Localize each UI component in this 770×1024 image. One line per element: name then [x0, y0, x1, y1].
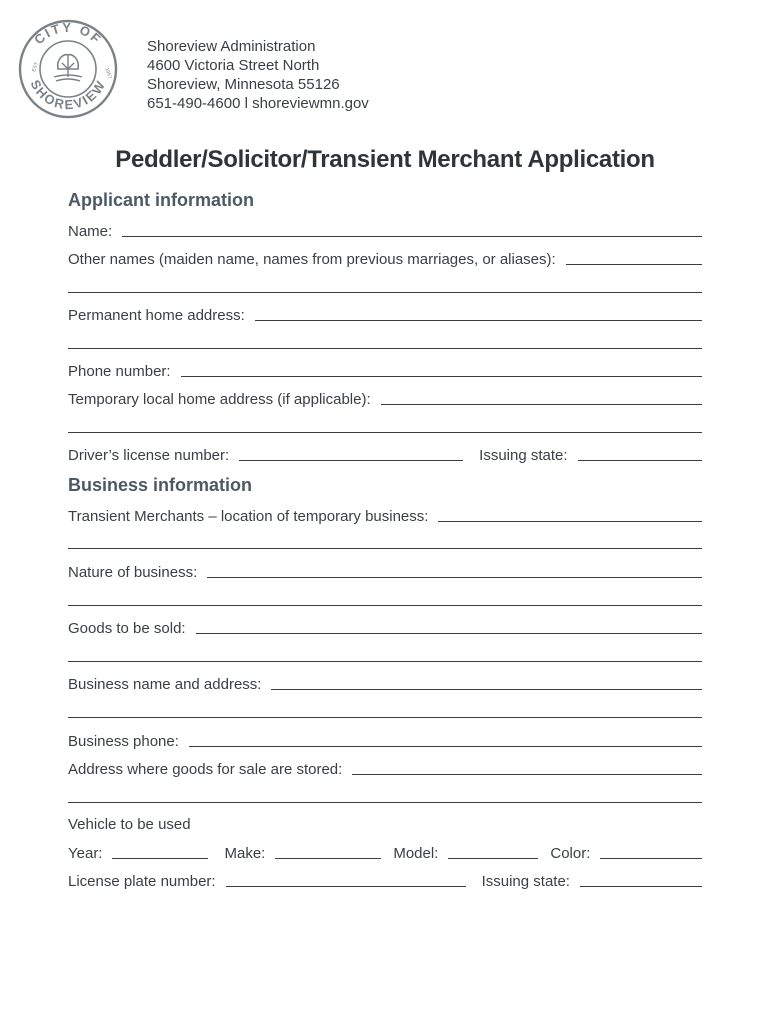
applicant-heading: Applicant information [68, 190, 254, 210]
business-name-row [68, 670, 702, 694]
goods-label: Goods to be sold: [68, 620, 186, 637]
year-field[interactable] [112, 857, 208, 859]
other-names-field[interactable] [566, 263, 702, 265]
transient-location-field[interactable] [438, 520, 702, 522]
drivers-license-label: Driver’s license number: [68, 447, 230, 464]
storage-address-label: Address where goods for sale are stored: [68, 761, 343, 778]
license-plate-field[interactable] [226, 885, 466, 887]
address-line: 651-490-4600 l shoreviewmn.gov [147, 95, 369, 112]
vehicle-issuing-state-field[interactable] [580, 885, 702, 887]
business-phone-row [68, 727, 702, 751]
business-heading: Business information [68, 475, 253, 495]
permanent-address-label: Permanent home address: [68, 307, 245, 324]
permanent-address-row [68, 301, 702, 325]
vehicle-issuing-state-label: Issuing state: [481, 873, 570, 890]
other-names-label: Other names (maiden name, names from previous marriages, or aliases): [68, 251, 556, 268]
address-line: 4600 Victoria Street North [147, 57, 320, 74]
name-field[interactable] [122, 235, 702, 237]
goods-field[interactable] [196, 632, 702, 634]
temp-address-row [68, 385, 702, 409]
business-phone-label: Business phone: [68, 733, 179, 750]
svg-text:1957: 1957 [103, 67, 113, 80]
permanent-address-field-line2[interactable] [68, 348, 702, 349]
phone-row [68, 357, 702, 381]
temp-address-label: Temporary local home address (if applicable): [68, 391, 371, 408]
model-field[interactable] [448, 857, 538, 859]
address-line: Shoreview, Minnesota 55126 [147, 76, 340, 93]
nature-field-line2[interactable] [68, 605, 702, 606]
business-name-label: Business name and address: [68, 676, 262, 693]
page-title: Peddler/Solicitor/Transient Merchant Application [115, 146, 655, 173]
name-label: Name: [68, 223, 113, 240]
goods-field-line2[interactable] [68, 661, 702, 662]
license-plate-row [68, 867, 702, 891]
transient-location-label: Transient Merchants – location of temporary business: [68, 508, 429, 525]
phone-field[interactable] [181, 375, 702, 377]
license-plate-label: License plate number: [68, 873, 216, 890]
svg-text:SHOREVIEW: SHOREVIEW [27, 76, 109, 113]
storage-address-row [68, 755, 702, 779]
temp-address-field[interactable] [381, 403, 702, 405]
storage-address-field-line2[interactable] [68, 802, 702, 803]
drivers-license-field[interactable] [239, 459, 463, 461]
name-row [68, 217, 702, 241]
nature-row [68, 558, 702, 582]
business-phone-field[interactable] [189, 745, 702, 747]
vehicle-row [68, 839, 702, 863]
other-names-row [68, 245, 702, 269]
model-label: Model: [393, 845, 439, 862]
make-field[interactable] [275, 857, 381, 859]
business-name-field-line2[interactable] [68, 717, 702, 718]
nature-label: Nature of business: [68, 564, 198, 581]
business-name-field[interactable] [271, 688, 702, 690]
year-label: Year: [68, 845, 103, 862]
svg-text:CITY OF: CITY OF [31, 19, 105, 48]
temp-address-field-line2[interactable] [68, 432, 702, 433]
make-label: Make: [224, 845, 266, 862]
nature-field[interactable] [207, 576, 702, 578]
color-field[interactable] [600, 857, 702, 859]
issuing-state-field[interactable] [578, 459, 702, 461]
goods-row [68, 614, 702, 638]
other-names-field-line2[interactable] [68, 292, 702, 293]
phone-label: Phone number: [68, 363, 171, 380]
permanent-address-field[interactable] [255, 319, 702, 321]
transient-location-row [68, 502, 702, 526]
address-line: Shoreview Administration [147, 38, 316, 55]
transient-location-field-line2[interactable] [68, 548, 702, 549]
issuing-state-label: Issuing state: [479, 447, 568, 464]
color-label: Color: [550, 845, 591, 862]
drivers-license-row [68, 441, 702, 465]
city-of-shoreview-logo [18, 19, 118, 119]
vehicle-heading: Vehicle to be used [68, 816, 191, 833]
storage-address-field[interactable] [352, 773, 702, 775]
svg-text:EST.: EST. [31, 60, 41, 73]
address-block [147, 37, 369, 113]
